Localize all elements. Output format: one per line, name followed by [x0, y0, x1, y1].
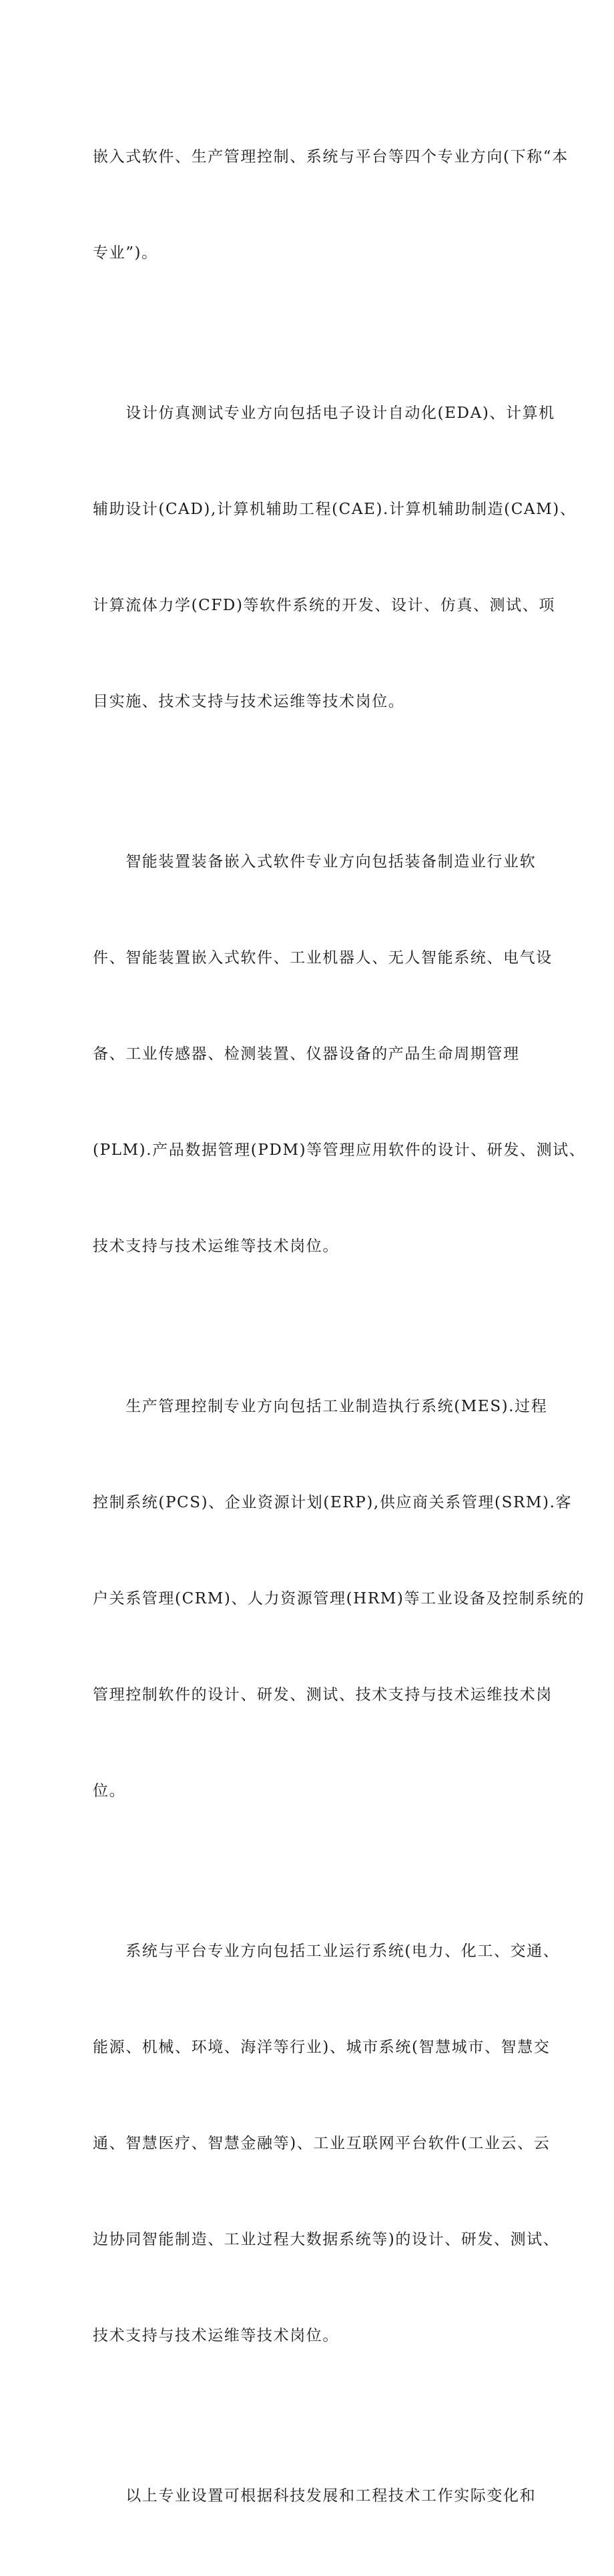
- text-line: 智能装置装备嵌入式软件专业方向包括装备制造业行业软: [93, 853, 537, 870]
- text-line: 目实施、技术支持与技术运维等技术岗位。: [93, 693, 405, 710]
- text-line: 备、工业传感器、检测装置、仪器设备的产品生命周期管理: [93, 1045, 520, 1063]
- text-line: 专业”)。: [93, 244, 158, 262]
- text-line: 技术支持与技术运维等技术岗位。: [93, 1238, 339, 1255]
- text-line: 管理控制软件的设计、研发、测试、技术支持与技术运维技术岗: [93, 1686, 553, 1704]
- paragraph-closing: [93, 2416, 537, 2576]
- paragraph-design-simulation-test: [93, 333, 577, 782]
- paragraph-production-management: [93, 1326, 585, 1871]
- text-line: 生产管理控制专业方向包括工业制造执行系统(MES).过程: [93, 1398, 548, 1415]
- text-line: 计算流体力学(CFD)等软件系统的开发、设计、仿真、测试、项: [93, 597, 555, 614]
- text-line: 技术支持与技术运维等技术岗位。: [93, 2327, 339, 2344]
- text-line: 辅助设计(CAD),计算机辅助工程(CAE).计算机辅助制造(CAM)、: [93, 501, 577, 518]
- text-line: 系统与平台专业方向包括工业运行系统(电力、化工、交通、: [93, 1943, 560, 1960]
- paragraph-systems-platforms: [93, 1871, 560, 2416]
- text-line: 通、智慧医疗、智慧金融等)、工业互联网平台软件(工业云、云: [93, 2135, 551, 2152]
- text-line: 位。: [93, 1782, 126, 1800]
- text-line: 能源、机械、环境、海洋等行业)、城市系统(智慧城市、智慧交: [93, 2039, 551, 2056]
- text-line: 控制系统(PCS)、企业资源计划(ERP),供应商关系管理(SRM).客: [93, 1494, 573, 1511]
- text-line: 设计仿真测试专业方向包括电子设计自动化(EDA)、计算机: [93, 405, 555, 422]
- paragraph-intro-continuation: [93, 77, 569, 333]
- text-line: 户关系管理(CRM)、人力资源管理(HRM)等工业设备及控制系统的: [93, 1590, 585, 1607]
- text-line: (PLM).产品数据管理(PDM)等管理应用软件的设计、研发、测试、: [93, 1141, 586, 1159]
- text-line: 边协同智能制造、工业过程大数据系统等)的设计、研发、测试、: [93, 2231, 560, 2248]
- text-line: 嵌入式软件、生产管理控制、系统与平台等四个专业方向(下称“本: [93, 148, 569, 166]
- text-line: 以上专业设置可根据科技发展和工程技术工作实际变化和: [93, 2487, 537, 2505]
- text-line: 件、智能装置嵌入式软件、工业机器人、无人智能系统、电气设: [93, 949, 553, 967]
- paragraph-embedded-software: [93, 782, 586, 1326]
- document-body: [93, 77, 586, 2576]
